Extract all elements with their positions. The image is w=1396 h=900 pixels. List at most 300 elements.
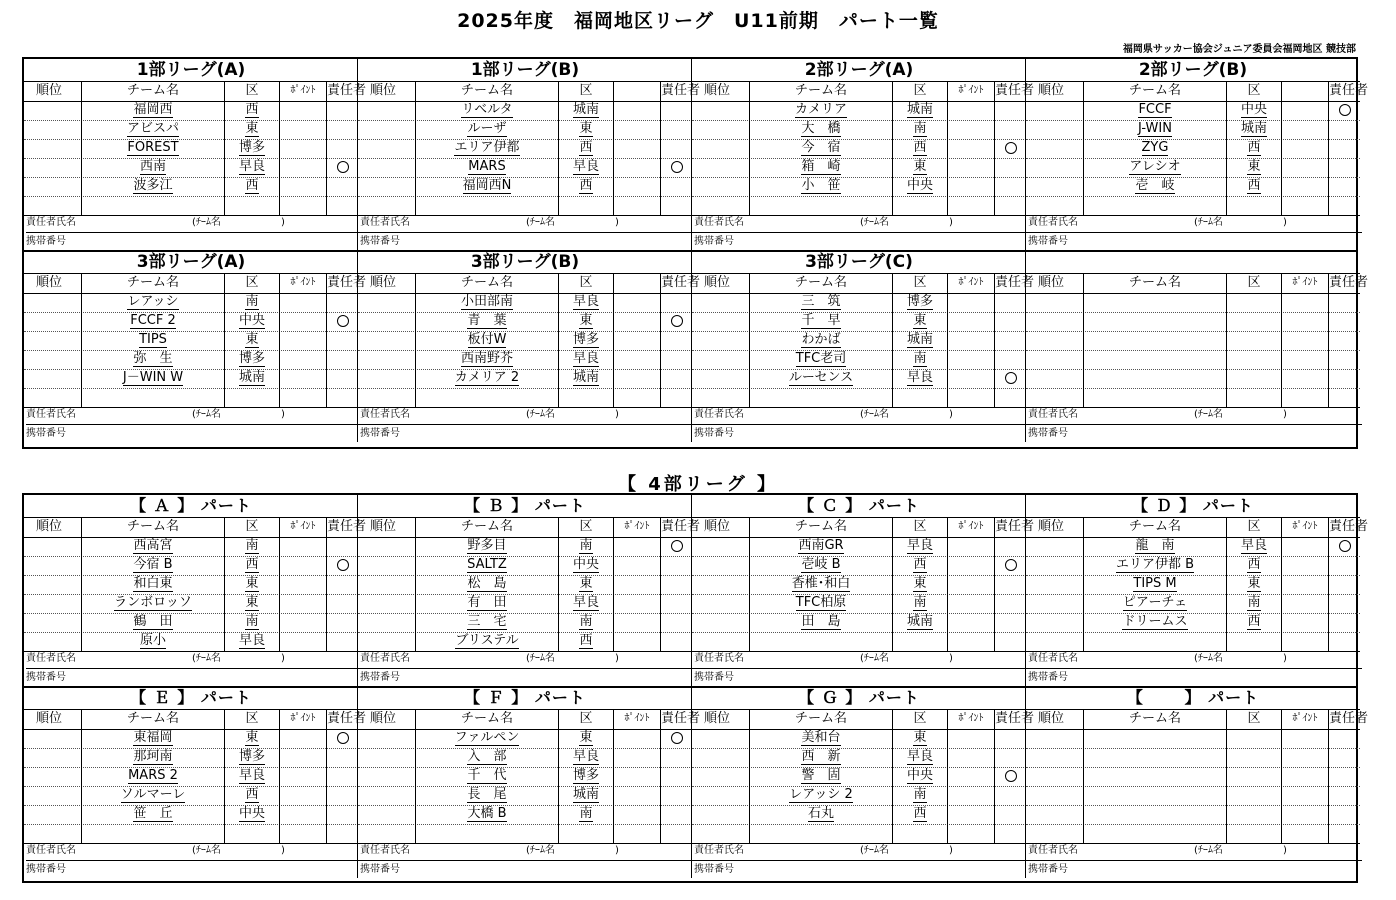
cell-team [81,312,224,331]
cell-rank [358,388,415,407]
cell-resp [1328,101,1360,120]
cell-dist [224,139,279,158]
team-name: ルーセンス [788,370,854,385]
cell-dist [892,613,947,632]
cell-team [415,824,558,843]
cell-dist [224,632,279,651]
cell-dist [558,824,613,843]
team-name: カメリア [794,102,847,117]
cell-team [81,331,224,350]
cell-pt [1281,293,1328,312]
table-row [1026,537,1360,557]
cell-pt [279,101,326,120]
page-title: 2025年度 福岡地区リーグ U11前期 パート一覧 [457,10,939,32]
cell-team [749,293,892,312]
cell-resp [994,158,1026,177]
cell-dist [558,312,613,331]
cell-rank [24,729,81,748]
header-team: チーム名 [415,274,558,293]
cell-resp [660,177,692,196]
cell-pt [279,331,326,350]
cell-rank [24,158,81,177]
cell-pt [279,312,326,331]
cell-resp [326,177,358,196]
team-name-label: (ﾁｰﾑ名 [860,217,889,228]
contact-name-label: 責任者氏名 [360,653,410,664]
team-name: ZYG [1141,140,1169,155]
cell-team [1083,613,1226,632]
responsible-mark-icon [337,732,349,744]
team-name: ブリステル [455,633,519,648]
cell-dist [892,786,947,805]
table-row [358,594,692,614]
cell-pt [947,575,994,594]
district-name: 東 [245,576,259,591]
responsible-mark-icon [1005,770,1017,782]
close-paren: ) [615,409,619,420]
cell-pt [1281,537,1328,556]
cell-pt [613,388,660,407]
team-name: アレシオ [1129,159,1181,174]
league-panel [24,251,367,442]
cell-dist [558,101,613,120]
header-rank: 順位 [704,711,731,726]
contact-name-line [694,214,1028,232]
cell-resp [326,331,358,350]
cell-rank [692,101,749,120]
cell-team [749,196,892,215]
contact-name-line [1028,650,1362,668]
cell-resp [1328,729,1360,748]
cell-dist [892,556,947,575]
table-row [692,312,1026,332]
cell-pt [279,537,326,556]
cell-team [1083,805,1226,824]
cell-resp [994,786,1026,805]
team-name: わかば [801,332,841,347]
contact-footer [358,214,692,250]
cell-pt [279,805,326,824]
contact-name-line [694,406,1028,424]
league-title [1026,251,1360,273]
district-name: 東 [579,730,593,745]
cell-dist [1226,120,1281,139]
cell-pt [279,388,326,407]
header-responsible: 責任者 [994,82,1026,101]
header-points: ﾎﾟｲﾝﾄ [947,274,994,293]
header-district: 区 [1226,518,1281,537]
contact-name-label: 責任者氏名 [694,409,744,420]
cell-team [1083,101,1226,120]
district-name: 東 [913,730,927,745]
cell-rank [692,632,749,651]
district-name: 東 [913,576,927,591]
cell-dist [224,613,279,632]
team-name-label: (ﾁｰﾑ名 [526,217,555,228]
cell-pt [613,824,660,843]
header-team: チーム名 [749,82,892,101]
phone-number-label: 携帯番号 [26,668,360,687]
cell-team [415,613,558,632]
cell-pt [1281,350,1328,369]
close-paren: ) [1283,409,1287,420]
district-name: 城南 [906,102,933,117]
league-title: 【 Ａ 】 パート [130,496,252,515]
cell-rank [1026,293,1083,312]
header-rank: 順位 [704,519,731,534]
contact-footer [358,650,692,686]
team-name: 警 固 [801,768,841,783]
district-name: 博多 [572,332,599,347]
cell-dist [892,350,947,369]
cell-rank [1026,101,1083,120]
cell-rank [692,786,749,805]
cell-dist [892,594,947,613]
table-row [1026,177,1360,197]
cell-dist [1226,824,1281,843]
cell-resp [1328,537,1360,556]
contact-name-label: 責任者氏名 [26,409,76,420]
cell-rank [692,767,749,786]
cell-rank [24,331,81,350]
team-name: 三 筑 [801,294,841,309]
league-panel [1025,59,1369,250]
team-name: MARS 2 [128,768,178,783]
cell-resp [1328,293,1360,312]
cell-team [81,594,224,613]
cell-dist [892,369,947,388]
cell-resp [994,729,1026,748]
team-table [1026,273,1369,407]
cell-team [81,139,224,158]
header-points: ﾎﾟｲﾝﾄ [279,82,326,101]
contact-footer [358,406,692,442]
table-row [24,786,358,806]
cell-team [1083,537,1226,556]
header-responsible: 責任者 [326,518,358,537]
cell-pt [613,537,660,556]
team-name: J-WIN [1138,121,1172,136]
team-name: ソルマーレ [120,787,186,802]
cell-resp [994,632,1026,651]
district-name: 城南 [572,787,599,802]
cell-dist [1226,729,1281,748]
cell-dist [558,729,613,748]
team-name: 今宿 B [133,557,173,572]
table-row [692,556,1026,576]
cell-rank [358,139,415,158]
header-rank: 順位 [1038,711,1065,726]
cell-team [749,556,892,575]
team-name: SALTZ [467,557,507,572]
cell-resp [660,350,692,369]
header-district: 区 [1226,274,1281,293]
team-name: 小 笹 [801,178,841,193]
cell-dist [558,293,613,312]
header-rank: 順位 [704,275,731,290]
cell-pt [613,767,660,786]
header-points: ﾎﾟｲﾝﾄ [1281,518,1328,537]
table-row [24,101,358,121]
cell-resp [326,729,358,748]
header-points: ﾎﾟｲﾝﾄ [279,518,326,537]
contact-name-label: 責任者氏名 [26,845,76,856]
cell-resp [326,312,358,331]
cell-resp [660,824,692,843]
cell-rank [24,824,81,843]
table-row [24,158,358,178]
cell-pt [1281,613,1328,632]
team-name: 笹 丘 [133,806,173,821]
contact-name-line [26,214,360,232]
cell-team [1083,331,1226,350]
cell-dist [558,369,613,388]
cell-rank [1026,388,1083,407]
cell-rank [358,196,415,215]
phone-number-label: 携帯番号 [694,232,1028,251]
cell-rank [358,556,415,575]
contact-footer [1026,406,1360,442]
cell-resp [1328,196,1360,215]
league-panel [357,495,701,686]
league-panel [691,495,1035,686]
cell-team [415,293,558,312]
cell-resp [660,331,692,350]
cell-resp [326,196,358,215]
cell-dist [558,388,613,407]
table-row [358,729,692,749]
cell-resp [994,120,1026,139]
contact-name-line [360,406,694,424]
cell-rank [358,594,415,613]
phone-number-label: 携帯番号 [1028,424,1362,443]
table-row [692,101,1026,121]
cell-dist [558,158,613,177]
cell-rank [24,556,81,575]
team-name: MARS [468,159,506,174]
cell-team [415,331,558,350]
cell-resp [1328,139,1360,158]
contact-name-line [694,842,1028,860]
responsible-mark-icon [1005,559,1017,571]
contact-name-line [1028,842,1362,860]
district-name: 南 [579,538,593,553]
table-row [692,120,1026,140]
district-name: 南 [913,595,927,610]
cell-team [415,632,558,651]
cell-team [415,101,558,120]
table-row [692,632,1026,652]
cell-team [415,767,558,786]
team-table [24,81,367,215]
cell-resp [326,613,358,632]
cell-pt [279,824,326,843]
contact-name-label: 責任者氏名 [360,409,410,420]
table-row [358,613,692,633]
cell-dist [224,369,279,388]
district-name: 南 [1247,595,1261,610]
cell-resp [660,369,692,388]
cell-pt [947,632,994,651]
table-row [24,312,358,332]
district-name: 早良 [572,595,599,610]
table-row [24,388,358,408]
cell-resp [660,613,692,632]
responsible-mark-icon [1005,142,1017,154]
cell-pt [279,786,326,805]
phone-number-label: 携帯番号 [1028,860,1362,879]
cell-dist [558,786,613,805]
cell-team [81,575,224,594]
responsible-mark-icon [337,315,349,327]
cell-pt [279,177,326,196]
team-name: 西南GR [798,538,844,553]
table-row [358,575,692,595]
close-paren: ) [949,653,953,664]
team-name-label: (ﾁｰﾑ名 [1194,217,1223,228]
district-name: 南 [913,121,927,136]
header-responsible: 責任者 [994,274,1026,293]
table-header [692,710,1035,730]
header-team: チーム名 [1083,710,1226,729]
team-table [358,273,701,407]
cell-dist [224,786,279,805]
cell-pt [613,293,660,312]
table-row [358,350,692,370]
cell-pt [947,350,994,369]
team-name: 和白東 [133,576,173,591]
cell-resp [994,556,1026,575]
cell-resp [994,196,1026,215]
cell-resp [326,575,358,594]
district-name: 中央 [238,313,265,328]
cell-pt [279,196,326,215]
cell-resp [326,748,358,767]
cell-pt [1281,594,1328,613]
cell-resp [994,293,1026,312]
team-name: レアッシ 2 [789,787,853,802]
team-name: 龍 南 [1135,538,1175,553]
contact-footer [1026,214,1360,250]
cell-dist [224,350,279,369]
cell-rank [692,824,749,843]
cell-rank [358,120,415,139]
cell-dist [892,312,947,331]
cell-resp [994,748,1026,767]
cell-resp [660,767,692,786]
district-name: 東 [245,595,259,610]
team-name: 西高宮 [133,538,173,553]
cell-pt [1281,748,1328,767]
table-row [358,139,692,159]
cell-team [81,729,224,748]
cell-team [1083,729,1226,748]
team-table [358,709,701,843]
league-title: 2部リーグ(B) [1138,60,1248,80]
cell-team [749,139,892,158]
cell-resp [994,537,1026,556]
league-title: 3部リーグ(B) [470,252,580,272]
team-name: 西南野芥 [460,351,513,366]
table-row [358,388,692,408]
cell-team [415,369,558,388]
table-row [24,196,358,216]
contact-name-line [694,650,1028,668]
cell-rank [1026,196,1083,215]
cell-dist [224,120,279,139]
header-district: 区 [558,518,613,537]
district-name: 西 [245,178,259,193]
cell-pt [279,748,326,767]
table-row [358,537,692,557]
team-name: エリア伊都 [454,140,520,155]
cell-dist [1226,556,1281,575]
cell-team [1083,632,1226,651]
table-row [24,748,358,768]
cell-rank [24,805,81,824]
team-name: 福岡西 [133,102,173,117]
team-name: 長 尾 [467,787,507,802]
table-row [1026,767,1360,787]
team-name: 西 新 [801,749,841,764]
cell-resp [994,101,1026,120]
header-rank: 順位 [704,83,731,98]
header-team: チーム名 [81,710,224,729]
cell-pt [1281,369,1328,388]
table-row [358,312,692,332]
header-team: チーム名 [749,274,892,293]
team-name: ルーザ [467,121,507,136]
team-name-label: (ﾁｰﾑ名 [860,845,889,856]
cell-rank [692,196,749,215]
cell-resp [994,824,1026,843]
cell-team [415,537,558,556]
cell-resp [1328,312,1360,331]
district-name: 西 [579,633,593,648]
cell-team [1083,177,1226,196]
cell-rank [358,293,415,312]
cell-team [1083,556,1226,575]
cell-dist [1226,331,1281,350]
district-name: 西 [913,557,927,572]
header-rank: 順位 [1038,83,1065,98]
cell-team [81,748,224,767]
cell-pt [613,101,660,120]
cell-pt [613,331,660,350]
league-panel [357,59,701,250]
cell-dist [224,158,279,177]
league-panel [691,251,1035,442]
cell-rank [1026,613,1083,632]
team-name: 今 宿 [801,140,841,155]
cell-dist [892,767,947,786]
league-panel [1025,251,1369,442]
team-name-label: (ﾁｰﾑ名 [526,653,555,664]
cell-resp [1328,369,1360,388]
cell-resp [1328,786,1360,805]
header-district: 区 [892,82,947,101]
cell-team [749,786,892,805]
cell-rank [692,312,749,331]
cell-resp [326,537,358,556]
cell-dist [1226,196,1281,215]
table-row [692,786,1026,806]
cell-resp [660,632,692,651]
cell-team [415,594,558,613]
header-district: 区 [558,710,613,729]
cell-rank [358,177,415,196]
cell-resp [326,824,358,843]
